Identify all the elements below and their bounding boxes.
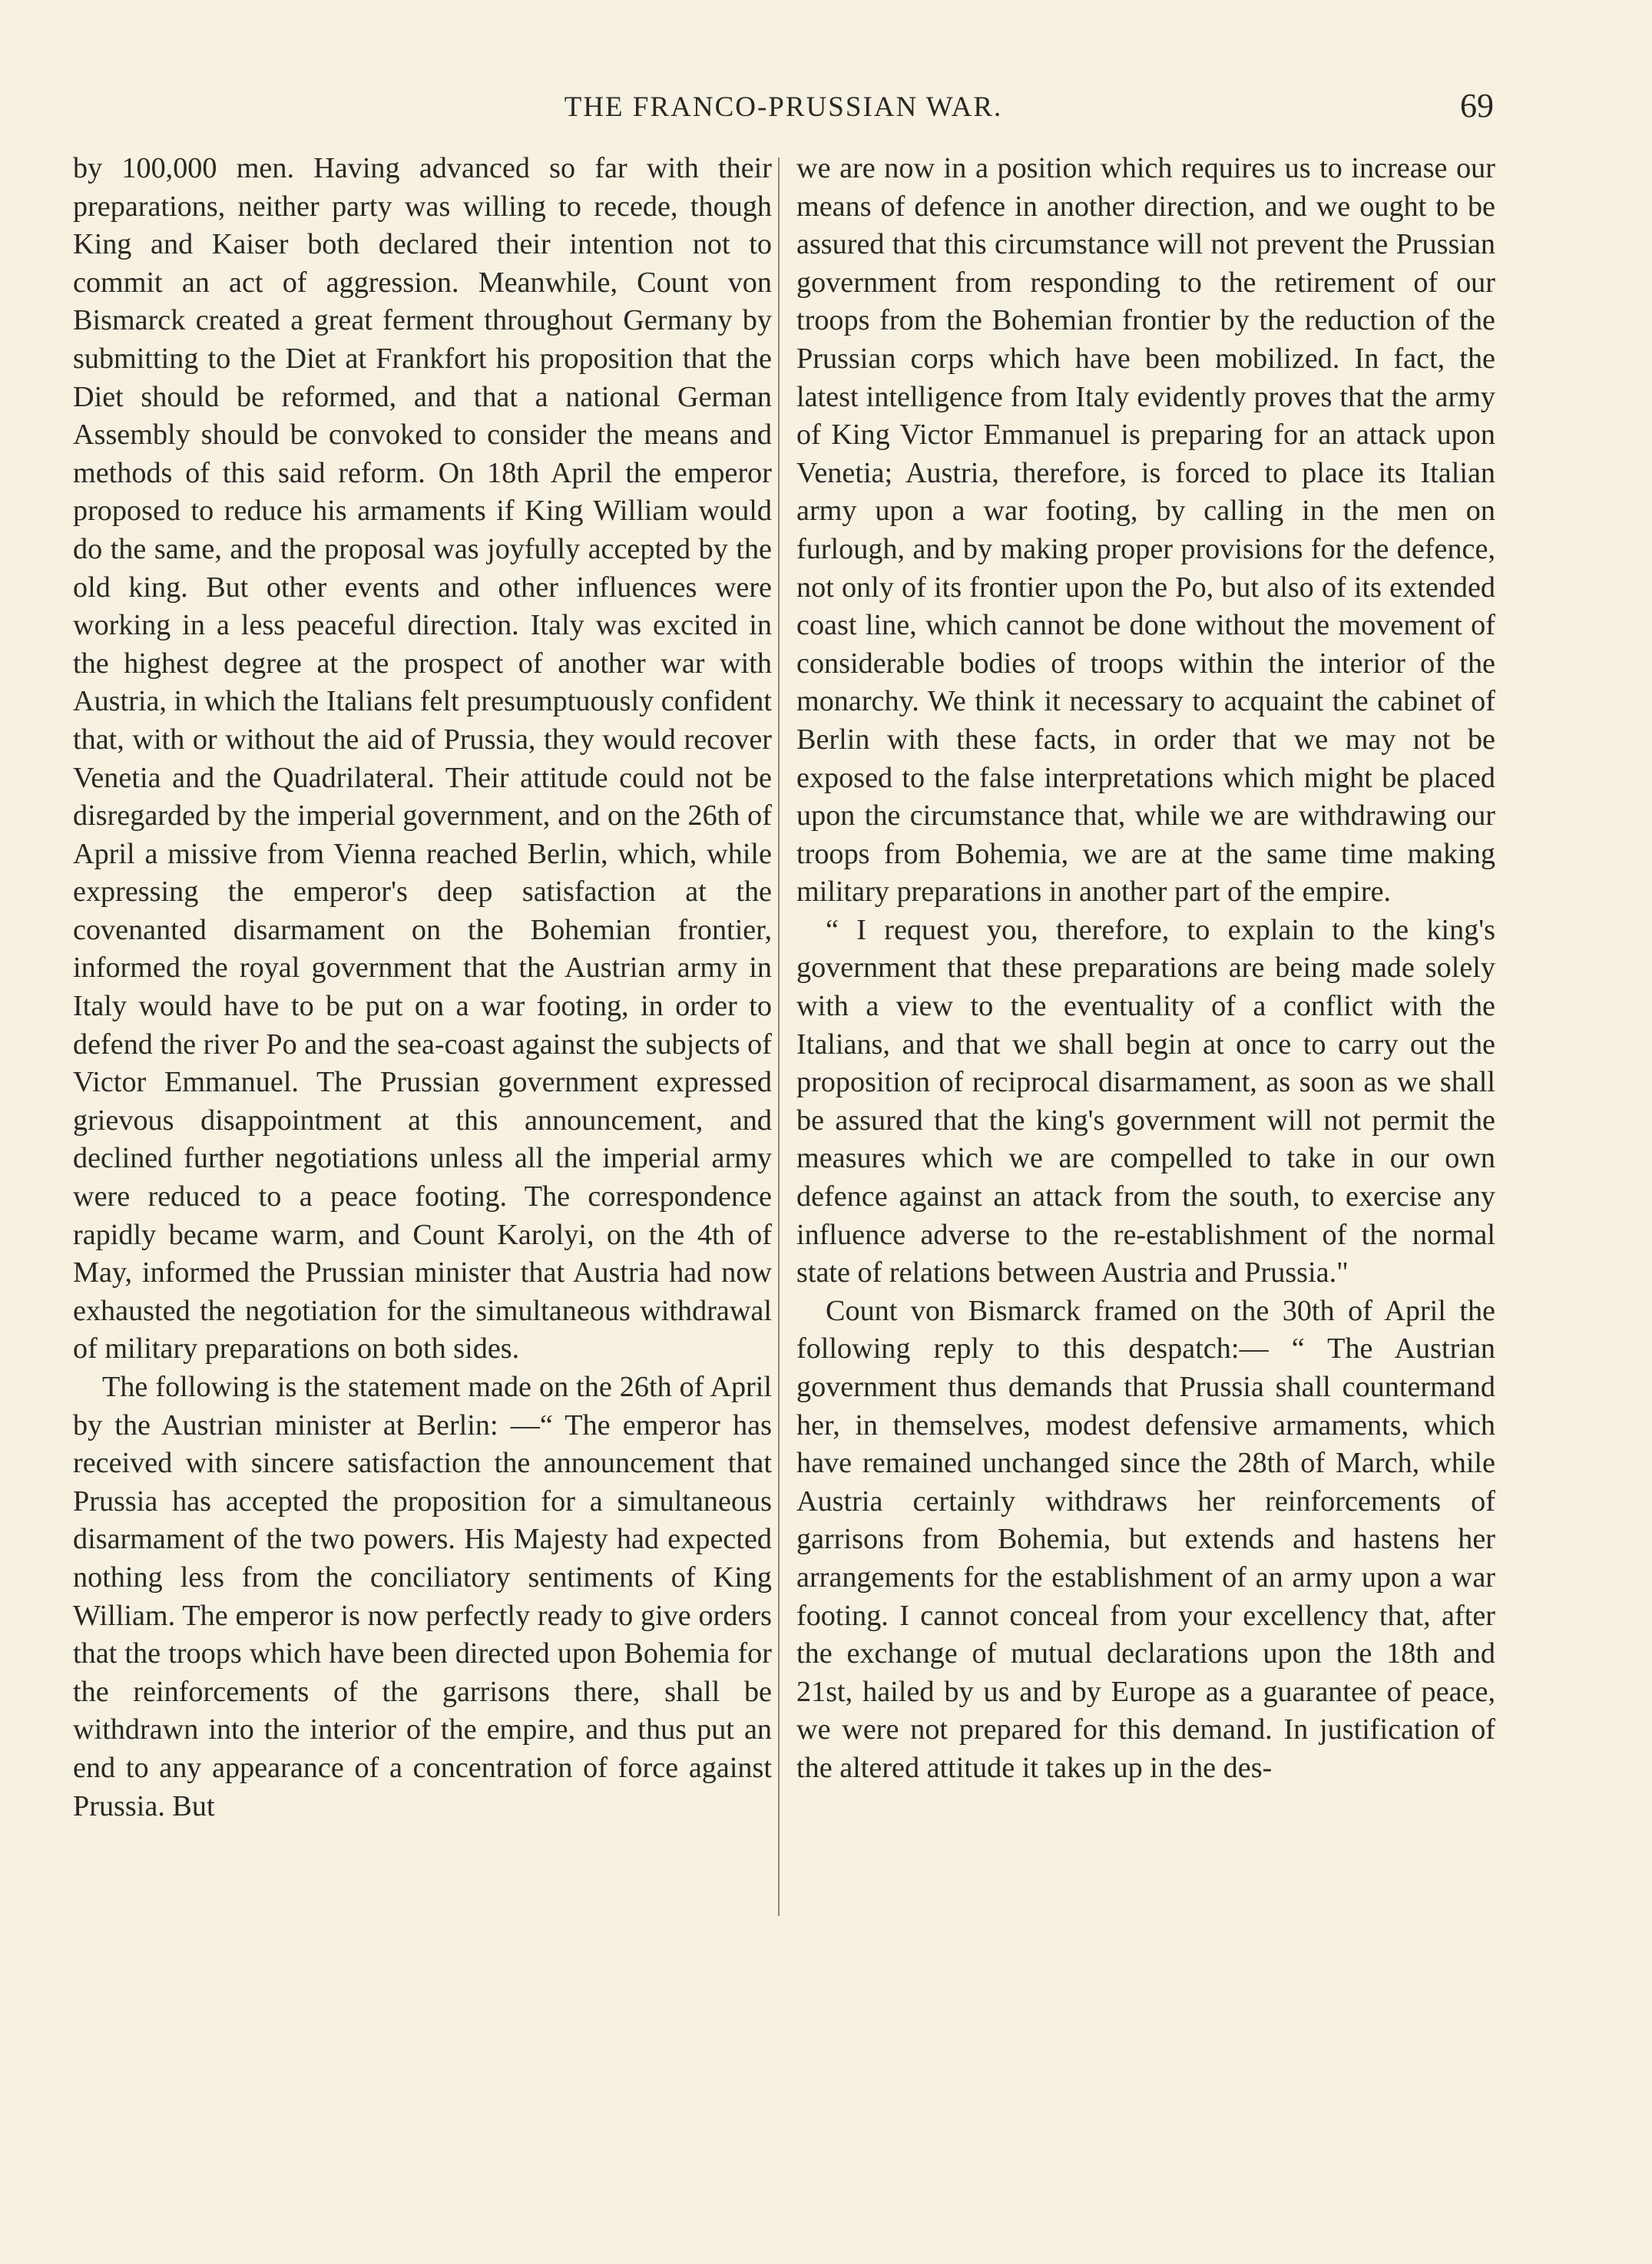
column-divider: [778, 157, 780, 1916]
paragraph: we are now in a position which requires us to increase our means of defence in another direction, and we ought to be assured that this circumstance will not prevent the Prussian government from responding to the retirement of our troops from the Bohemian frontier by the reduction of the Prussian corps which have been mobilized. In fact, the latest intelligence from Italy evidently proves that the army of King Victor Emmanuel is preparing for an attack upon Venetia; Austria, therefore, is forced to place its Italian army upon a war footing, by calling in the men on furlough, and by making proper provisions for the defence, not only of its frontier upon the Po, but also of its extended coast line, which cannot be done without the movement of considerable bodies of troops within the interior of the monarchy. We think it necessary to acquaint the cabinet of Berlin with these facts, in order that we may not be exposed to the false interpretations which might be placed upon the circumstance that, while we are withdrawing our troops from Bohemia, we are at the same time making military preparations in another part of the empire.: [796, 152, 1495, 909]
paragraph: The following is the statement made on the 26th of April by the Austrian minister at Berlin: —“ The emperor has received with sincere satisfaction the announcement that Prussia has accepted the proposition for a simultaneous disarmament of the two powers. His Majesty had expected nothing less from the conciliatory sentiments of King William. The emperor is now perfectly ready to give orders that the troops which have been directed upon Bohemia for the reinforcements of the garrisons there, shall be withdrawn into the interior of the empire, and thus put an end to any appearance of a concentration of force against Prussia. But: [73, 1371, 772, 1822]
page-header: [73, 84, 1494, 131]
left-column: [73, 150, 772, 1825]
page-number: 69: [1460, 87, 1494, 124]
paragraph: Count von Bismarck framed on the 30th of April the following reply to this despatch:— “ The Austrian government thus demands that Prussia shall countermand her, in themselves, modest defensive armaments, which have remained unchanged since the 28th of March, while Austria certainly withdraws her reinforcements of garrisons from Bohemia, but extends and hastens her arrangements for the establishment of an army upon a war footing. I cannot conceal from your excellency that, after the exchange of mutual declarations upon the 18th and 21st, hailed by us and by Europe as a guarantee of peace, we were not prepared for this demand. In justification of the altered attitude it takes up in the des-: [796, 1294, 1495, 1784]
paragraph: “ I request you, therefore, to explain to the king's government that these preparations are being made solely with a view to the eventuality of a conflict with the Italians, and that we shall begin at once to carry out the proposition of reciprocal disarmament, as soon as we shall be assured that the king's government will not permit the measures which we are compelled to take in our own defence against an attack from the south, to exercise any influence adverse to the re-establishment of the normal state of relations between Austria and Prussia.": [796, 913, 1495, 1289]
running-title: THE FRANCO-PRUSSIAN WAR.: [564, 91, 1003, 123]
paragraph: by 100,000 men. Having advanced so far with their preparations, neither party was willing to recede, though King and Kaiser both declared their intention not to commit an act of aggression. Meanwhile, Count von Bismarck created a great ferment throughout Germany by submitting to the Diet at Frankfort his proposition that the Diet should be reformed, and that a national German Assembly should be convoked to consider the means and methods of this said reform. On 18th April the emperor proposed to reduce his armaments if King William would do the same, and the proposal was joyfully accepted by the old king. But other events and other influences were working in a less peaceful direction. Italy was excited in the highest degree at the prospect of another war with Austria, in which the Italians felt presumptuously confident that, with or without the aid of Prussia, they would recover Venetia and the Quadrilateral. Their attitude could not be disregarded by the imperial government, and on the 26th of April a missive from Vienna reached Berlin, which, while expressing the emperor's deep satisfaction at the covenanted disarmament on the Bohemian frontier, informed the royal government that the Austrian army in Italy would have to be put on a war footing, in order to defend the river Po and the sea-coast against the subjects of Victor Emmanuel. The Prussian government expressed grievous disappointment at this announcement, and declined further negotiations unless all the imperial army were reduced to a peace footing. The correspondence rapidly became warm, and Count Karolyi, on the 4th of May, informed the Prussian minister that Austria had now exhausted the negotiation for the simultaneous withdrawal of military preparations on both sides.: [73, 152, 772, 1365]
right-column: [796, 150, 1495, 1788]
